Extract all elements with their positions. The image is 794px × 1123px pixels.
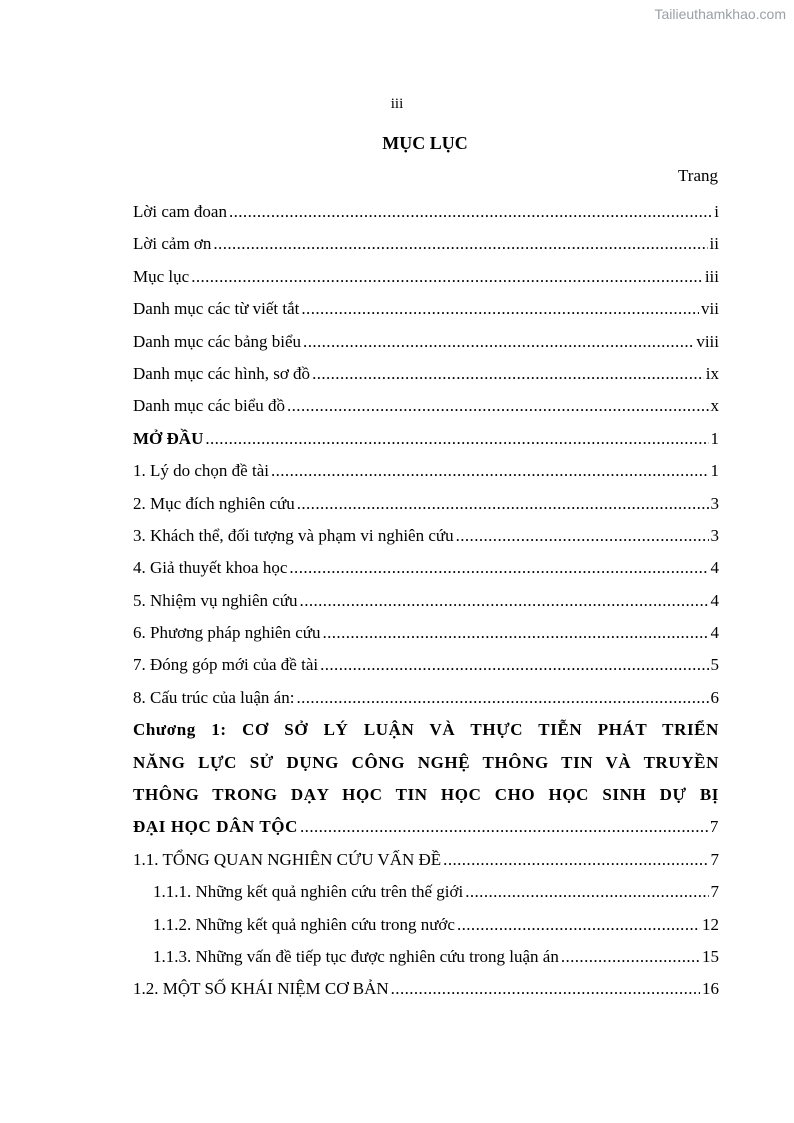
toc-entry-label: 1.2. MỘT SỐ KHÁI NIỆM CƠ BẢN (133, 979, 389, 999)
toc-entry-page: ii (709, 234, 719, 254)
toc-entry-label: 7. Đóng góp mới của đề tài (133, 655, 319, 675)
toc-entry-label: Danh mục các hình, sơ đồ (133, 363, 311, 383)
toc-entry-page: 3 (710, 493, 719, 513)
chapter-title-line: THÔNG TRONG DẠY HỌC TIN HỌC CHO HỌC SINH DỰ BỊ (133, 785, 719, 805)
dot-leader (465, 876, 708, 908)
toc-entry-label: 1.1.3. Những vấn đề tiếp tục được nghiên cứu trong luận án (153, 947, 559, 967)
toc-entry-page: viii (696, 331, 719, 351)
toc-entry-label: 3. Khách thể, đối tượng và phạm vi nghiên cứu (133, 525, 454, 545)
dot-leader (303, 326, 694, 358)
chapter-title-line: Chương 1: CƠ SỞ LÝ LUẬN VÀ THỰC TIỄN PHÁT TRIỂN (133, 720, 719, 740)
toc-entry-2[interactable] (133, 488, 719, 520)
toc-entry-page: 4 (710, 590, 719, 610)
toc-entry-bang-bieu[interactable] (133, 326, 719, 358)
toc-entry-loi-cam-doan[interactable] (133, 196, 719, 228)
dot-leader (287, 390, 709, 422)
toc-entry-page: 12 (702, 914, 719, 934)
toc-entry-label: Danh mục các từ viết tắt (133, 299, 300, 319)
toc-entry-loi-cam-on[interactable] (133, 228, 719, 260)
toc-entry-label: 1.1. TỔNG QUAN NGHIÊN CỨU VẤN ĐỀ (133, 849, 442, 869)
toc-entry-8[interactable] (133, 682, 719, 714)
toc-entry-label: 6. Phương pháp nghiên cứu (133, 623, 321, 643)
toc-entry-page: 4 (710, 623, 719, 643)
toc-entry-5[interactable] (133, 585, 719, 617)
toc-entry-page: 7 (710, 849, 719, 869)
dot-leader (213, 228, 707, 260)
dot-leader (297, 488, 709, 520)
page-column-label: Trang (678, 166, 718, 185)
dot-leader (300, 811, 708, 843)
toc-entry-muc-luc[interactable] (133, 261, 719, 293)
toc-entry-page: iii (704, 266, 719, 286)
toc-entry-label: 1.1.1. Những kết quả nghiên cứu trên thế giới (153, 882, 464, 902)
toc-entry-label: Lời cam đoan (133, 202, 227, 221)
toc-entry-1-1-1[interactable] (133, 876, 719, 908)
toc-entry-page: 16 (702, 979, 719, 999)
toc-entry-mo-dau[interactable] (133, 423, 719, 455)
page-number: iii (390, 96, 404, 112)
toc-entry-tu-viet-tat[interactable] (133, 293, 719, 325)
toc-entry-1-2[interactable] (133, 973, 719, 1005)
toc-entry-page: ix (705, 363, 719, 383)
dot-leader (322, 617, 708, 649)
dot-leader (312, 358, 704, 390)
toc-entry-page: vii (701, 299, 719, 319)
toc-entry-page: 5 (710, 655, 719, 675)
toc-entry-label: 1. Lý do chọn đề tài (133, 461, 269, 481)
dot-leader (271, 455, 709, 487)
toc-entry-label: Mục lục (133, 266, 190, 286)
dot-leader (456, 520, 709, 552)
toc-entry-1-1-3[interactable] (133, 941, 719, 973)
toc-entry-1-1-2[interactable] (133, 909, 719, 941)
toc-entry-3[interactable] (133, 520, 719, 552)
dot-leader (296, 682, 708, 714)
toc-entry-page: 7 (709, 817, 719, 837)
table-of-contents (133, 196, 719, 1006)
toc-entry-label: 4. Giả thuyết khoa học (133, 558, 288, 578)
toc-entry-6[interactable] (133, 617, 719, 649)
toc-entry-label: MỞ ĐẦU (133, 428, 204, 448)
page-title: MỤC LỤC (382, 133, 468, 153)
dot-leader (301, 293, 699, 325)
dot-leader (320, 649, 708, 681)
chapter-title-line: NĂNG LỰC SỬ DỤNG CÔNG NGHỆ THÔNG TIN VÀ TRUYỀN (133, 752, 719, 772)
toc-entry-label: Danh mục các bảng biểu (133, 331, 302, 351)
toc-entry-1[interactable] (133, 455, 719, 487)
toc-entry-page: 1 (710, 461, 719, 481)
toc-entry-label: Lời cảm ơn (133, 234, 212, 254)
toc-entry-7[interactable] (133, 649, 719, 681)
dot-leader (391, 973, 700, 1005)
toc-entry-bieu-do[interactable] (133, 390, 719, 422)
toc-entry-label: 1.1.2. Những kết quả nghiên cứu trong nước (153, 914, 455, 934)
toc-entry-page: 3 (710, 525, 719, 545)
chapter-title-last-line (133, 811, 719, 843)
toc-entry-page: i (714, 202, 719, 221)
toc-entry-page: 1 (710, 428, 719, 448)
toc-entry-page: 4 (710, 558, 719, 578)
dot-leader (300, 585, 709, 617)
toc-entry-chapter-1[interactable] (133, 714, 719, 844)
toc-entry-label: ĐẠI HỌC DÂN TỘC (133, 817, 299, 837)
toc-entry-label: Danh mục các biểu đồ (133, 396, 285, 416)
dot-leader (205, 423, 708, 455)
toc-entry-page: 6 (710, 687, 719, 707)
dot-leader (191, 261, 703, 293)
toc-entry-label: 5. Nhiệm vụ nghiên cứu (133, 590, 298, 610)
toc-entry-label: 2. Mục đích nghiên cứu (133, 493, 295, 513)
toc-entry-hinh-so-do[interactable] (133, 358, 719, 390)
dot-leader (229, 196, 712, 228)
dot-leader (443, 844, 708, 876)
dot-leader (457, 909, 700, 941)
toc-entry-4[interactable] (133, 552, 719, 584)
dot-leader (561, 941, 700, 973)
toc-entry-1-1[interactable] (133, 844, 719, 876)
toc-entry-label: 8. Cấu trúc của luận án: (133, 687, 295, 707)
toc-entry-page: 15 (702, 947, 719, 967)
dot-leader (289, 552, 708, 584)
toc-entry-page: 7 (710, 882, 719, 902)
watermark-text: Tailieuthamkhao.com (654, 6, 786, 22)
toc-entry-page: x (710, 396, 719, 416)
